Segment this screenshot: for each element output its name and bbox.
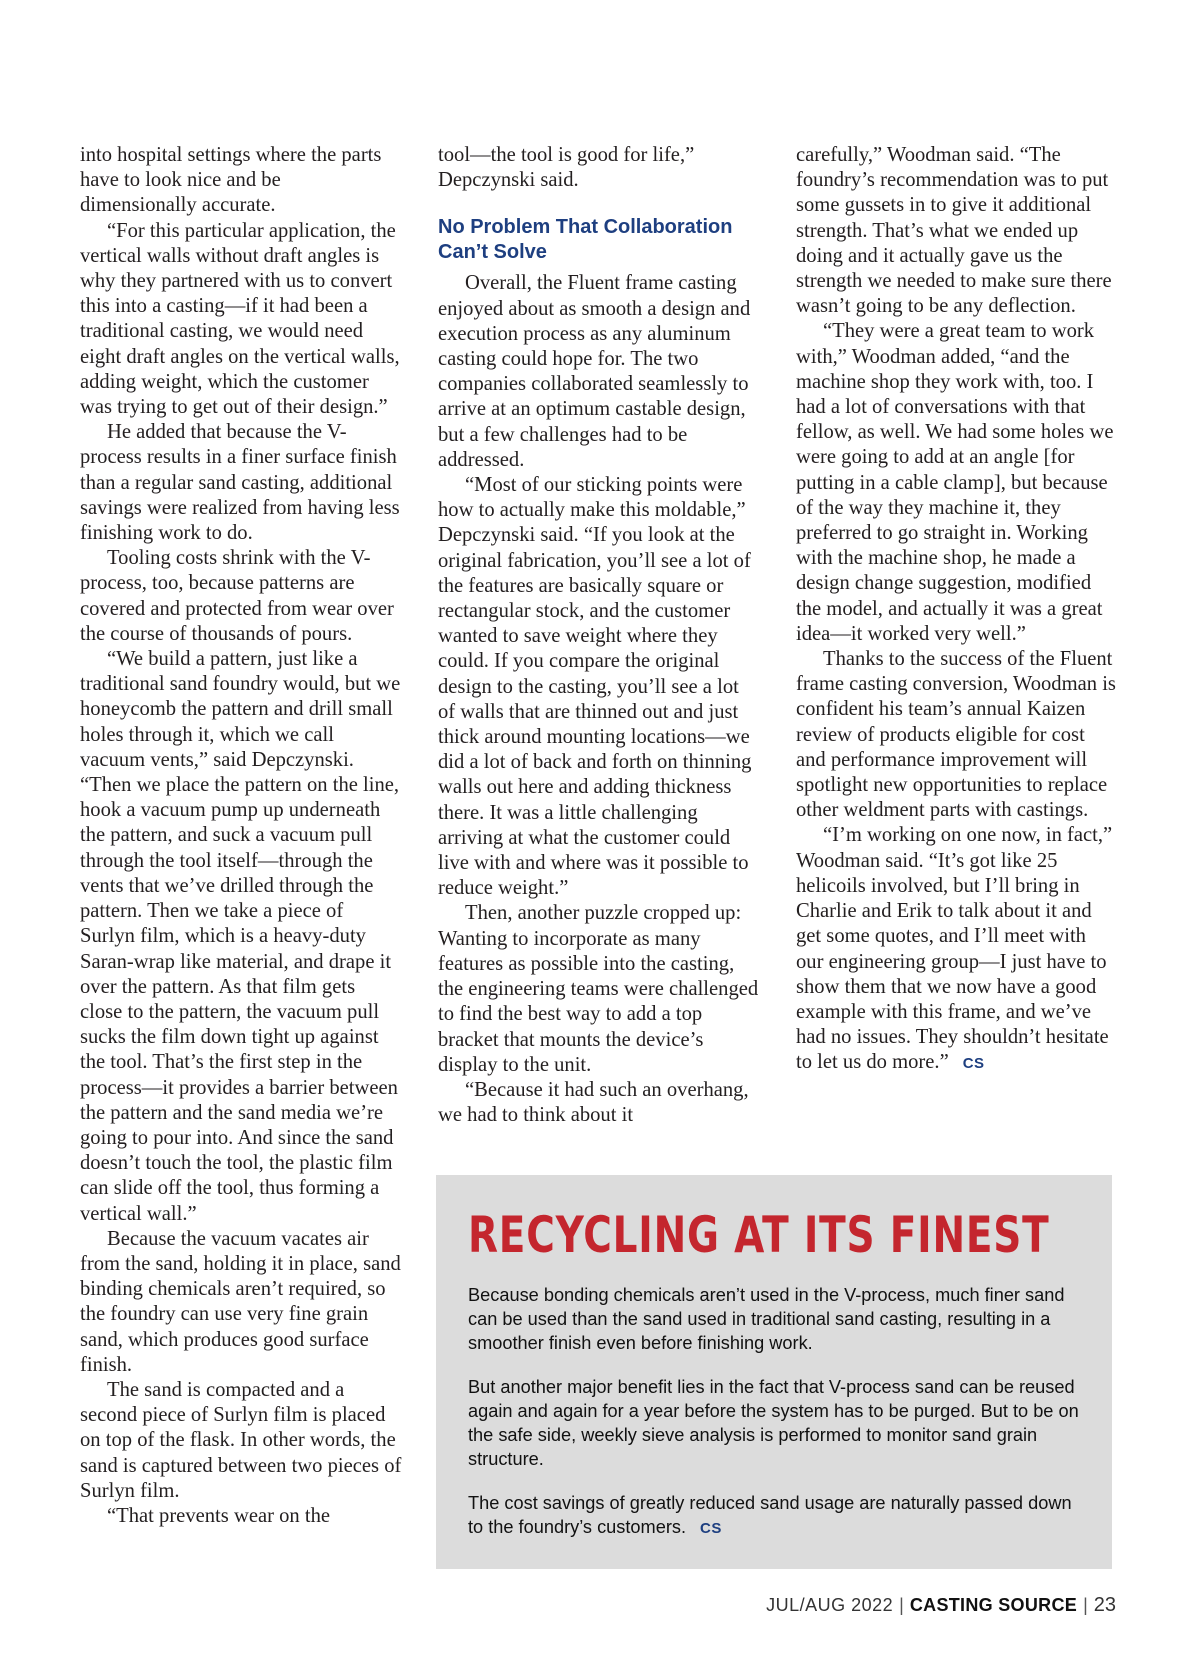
body-paragraph: “We build a pattern, just like a traditional sand foundry would, but we honeycomb the pattern and drill small holes through it, which we call vacuum vents,” said Depczynski. “Then we place the pattern on the line, hook a vacuum pump up underneath the pattern, and suck a vacuum pull through the tool itself—through the vents that we’ve drilled through the pattern. Then we take a piece of Surlyn film, which is a heavy-duty Saran-wrap like material, and drape it over the pattern. As that film gets close to the pattern, the vacuum pull sucks the film down tight up against the tool. That’s the first step in the process—it provides a barrier between the pattern and the sand media we’re going to pour into. And since the sand doesn’t touch the tool, the plastic film can slide off the tool, thus forming a vertical wall.” <box>80 648 401 1225</box>
footer-separator: | <box>1083 1595 1088 1615</box>
body-paragraph: Thanks to the success of the Fluent frame casting conversion, Woodman is confident his team’s annual Kaizen review of products eligible for cost and performance improvement will spotlight new opportunities to replace other weldment parts with castings. <box>796 648 1116 822</box>
body-paragraph: “Most of our sticking points were how to actually make this moldable,” Depczynski said. “If you look at the original fabrication, you’ll see a lot of the features are basically square or rectangular stock, and the customer wanted to save weight where they could. If you compare the original design to the casting, you’ll see a lot of walls that are thinned out and just thick around mounting locations—we did a lot of back and forth on thinning walls out here and adding thickness there. It was a little challenging arriving at what the customer could live with and where was it possible to reduce weight.” <box>438 474 752 900</box>
body-paragraph: Then, another puzzle cropped up: Wanting to incorporate as many features as possible into the casting, the engineering teams were challenged to find the best way to add a top bracket that mounts the device’s display to the unit. <box>438 902 759 1076</box>
end-mark: CS <box>700 1520 722 1537</box>
body-paragraph-text: “I’m working on one now, in fact,” Woodman said. “It’s got like 25 helicoils involved, but I’ll bring in Charlie and Erik to talk about it and get some quotes, and I’ll meet with our engineering group—I just have to show them that we now have a good example with this frame, and we’ve had no issues. They shouldn’t hesitate to let us do more.” <box>796 824 1113 1074</box>
body-paragraph: “Because it had such an overhang, we had to think about it <box>438 1078 749 1127</box>
sidebar-title: RECYCLING AT ITS FINEST <box>468 1206 1050 1264</box>
article-column-2 <box>438 143 760 1128</box>
body-paragraph: Overall, the Fluent frame casting enjoyed about as smooth a design and execution process as any aluminum casting could hope for. The two companies collaborated seamlessly to arrive at an optimum castable design, but a few challenges had to be addressed. <box>438 272 751 471</box>
article-column-3 <box>796 143 1118 1077</box>
body-paragraph: tool—the tool is good for life,” Depczynski said. <box>438 144 695 192</box>
body-paragraph: “For this particular application, the vertical walls without draft angles is why they partnered with us to convert this into a casting—if it had been a traditional casting, we would need eight draft angles on the vertical walls, adding weight, which the customer was trying to get out of their design.” <box>80 219 400 419</box>
body-paragraph: Tooling costs shrink with the V-process, too, because patterns are covered and protected from wear over the course of thousands of pours. <box>80 547 394 645</box>
body-paragraph: into hospital settings where the parts have to look nice and be dimensionally accurate. <box>80 144 382 217</box>
body-paragraph: “They were a great team to work with,” Woodman added, “and the machine shop they work with, too. I had a lot of conversations with that fellow, as well. We had some holes we were going to add at an angle [for putting in a cable clamp], but because of the way they machine it, they preferred to go straight in. Working with the machine shop, he made a design change suggestion, modified the model, and actually it was a great idea—it worked very well.” <box>796 320 1114 645</box>
magazine-name: CASTING SOURCE <box>909 1595 1078 1615</box>
article-column-1 <box>80 143 402 1529</box>
section-subhead: No Problem That Collaboration Can’t Solve <box>438 216 733 264</box>
sidebar-paragraph-final <box>468 1491 1082 1541</box>
page-number: 23 <box>1093 1594 1116 1616</box>
body-paragraph: The sand is compacted and a second piece of Surlyn film is placed on top of the flask. In other words, the sand is captured between two pieces of Surlyn film. <box>80 1378 402 1502</box>
body-paragraph: “That prevents wear on the <box>107 1504 331 1527</box>
sidebar-paragraph: Because bonding chemicals aren’t used in the V-process, much finer sand can be used than the sand used in traditional sand casting, resulting in a smoother finish even before finishing work. <box>468 1285 1065 1353</box>
sidebar-box <box>436 1175 1112 1569</box>
sidebar-paragraph: But another major benefit lies in the fact that V-process sand can be reused again and again for a year before the system has to be purged. But to be on the safe side, weekly sieve analysis is performed to monitor sand grain structure. <box>468 1377 1079 1469</box>
body-paragraph: carefully,” Woodman said. “The foundry’s recommendation was to put some gussets in to give it additional strength. That’s what we ended up doing and it actually gave us the strength we needed to make sure there wasn’t going to be any deflection. <box>796 144 1112 318</box>
footer-separator: | <box>899 1595 904 1615</box>
page-footer <box>766 1594 1116 1617</box>
end-mark: CS <box>962 1055 985 1073</box>
sidebar-paragraph-text: The cost savings of greatly reduced sand usage are naturally passed down to the foundry’s customers. <box>468 1493 1072 1537</box>
issue-date: JUL/AUG 2022 <box>766 1595 894 1615</box>
body-paragraph-final <box>796 823 1118 1076</box>
body-paragraph: Because the vacuum vacates air from the sand, holding it in place, sand binding chemicals aren’t required, so the foundry can use very fine grain sand, which produces good surface finish. <box>80 1227 401 1376</box>
body-paragraph: He added that because the V-process results in a finer surface finish than a regular sand casting, additional savings were realized from having less finishing work to do. <box>80 421 400 545</box>
